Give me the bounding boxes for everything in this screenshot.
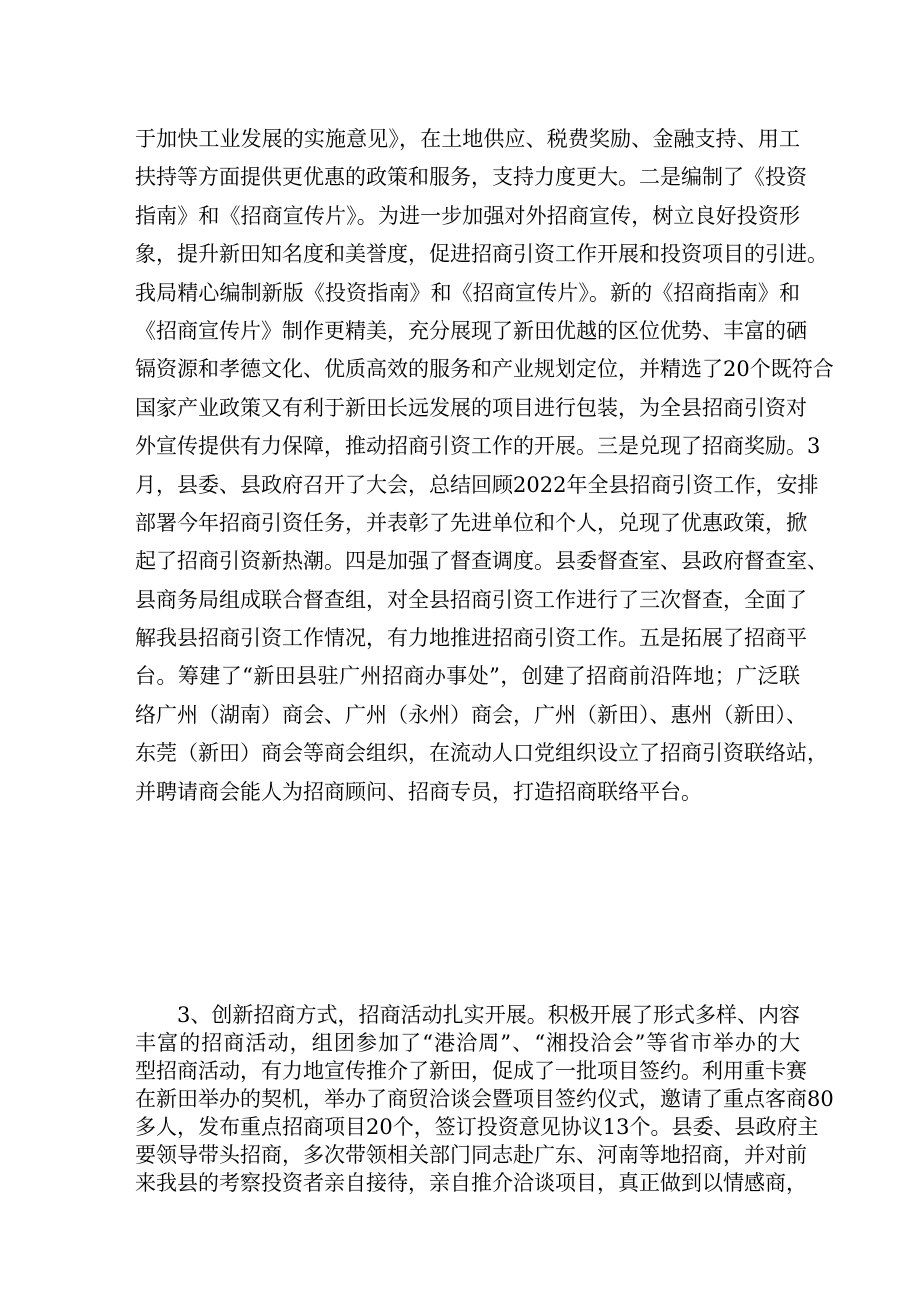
- text-line: 多人，发布重点招商项目20个，签订投资意见协议13个。县委、县政府主: [135, 1115, 819, 1139]
- text-line: 县商务局组成联合督查组，对全县招商引资工作进行了三次督查，全面了: [135, 587, 807, 612]
- text-line: 月，县委、县政府召开了大会，总结回顾2022年全县招商引资工作，安排: [135, 472, 819, 497]
- text-line: 丰富的招商活动，组团参加了“港洽周”、“湘投洽会”等省市举办的大: [135, 1031, 800, 1055]
- text-line: 并聘请商会能人为招商顾问、招商专员，打造招商联络平台。: [135, 779, 702, 804]
- text-line: 要领导带头招商，多次带领相关部门同志赴广东、河南等地招商，并对前: [135, 1143, 807, 1167]
- text-line: 来我县的考察投资者亲自接待，亲自推介洽谈项目，真正做到以情感商，: [135, 1171, 807, 1195]
- text-line: 国家产业政策又有利于新田长远发展的项目进行包装，为全县招商引资对: [135, 395, 807, 420]
- text-line: 东莞（新田）商会等商会组织，在流动人口党组织设立了招商引资联络站，: [135, 741, 828, 766]
- text-line: 部署今年招商引资任务，并表彰了先进单位和个人，兑现了优惠政策，掀: [135, 510, 807, 535]
- text-line: 指南》和《招商宣传片》。为进一步加强对外招商宣传，树立良好投资形: [135, 203, 800, 228]
- paragraph-innovative-methods: [135, 1001, 834, 1197]
- text-line: 于加快工业发展的实施意见》，在土地供应、税费奖励、金融支持、用工: [135, 127, 800, 151]
- text-line: 《招商宣传片》制作更精美，充分展现了新田优越的区位优势、丰富的硒: [135, 318, 807, 343]
- text-line: 外宣传提供有力保障，推动招商引资工作的开展。三是兑现了招商奖励。3: [135, 434, 821, 459]
- text-line: 在新田举办的契机，举办了商贸洽谈会暨项目签约仪式，邀请了重点客商80: [135, 1087, 834, 1111]
- text-line: 3、创新招商方式，招商活动扎实开展。积极开展了形式多样、内容: [177, 1003, 800, 1027]
- text-line: 镉资源和孝德文化、优质高效的服务和产业规划定位，并精选了20个既符合: [135, 357, 834, 382]
- text-line: 我局精心编制新版《投资指南》和《招商宣传片》。新的《招商指南》和: [135, 280, 800, 305]
- text-line: 象，提升新田知名度和美誉度，促进招商引资工作开展和投资项目的引进。: [135, 242, 828, 267]
- text-line: 型招商活动，有力地宣传推介了新田，促成了一批项目签约。利用重卡赛: [135, 1059, 807, 1083]
- paragraph-investment-work: [135, 121, 834, 812]
- text-line: 解我县招商引资工作情况，有力地推进招商引资工作。五是拓展了招商平: [135, 626, 807, 651]
- text-line: 扶持等方面提供更优惠的政策和服务，支持力度更大。二是编制了《投资: [135, 165, 807, 190]
- text-line: 起了招商引资新热潮。四是加强了督查调度。县委督查室、县政府督查室、: [135, 549, 828, 574]
- text-line: 络广州（湖南）商会、广州（永州）商会，广州（新田）、惠州（新田）、: [135, 702, 807, 727]
- text-line: 台。筹建了“新田县驻广州招商办事处”，创建了招商前沿阵地；广泛联: [135, 664, 800, 689]
